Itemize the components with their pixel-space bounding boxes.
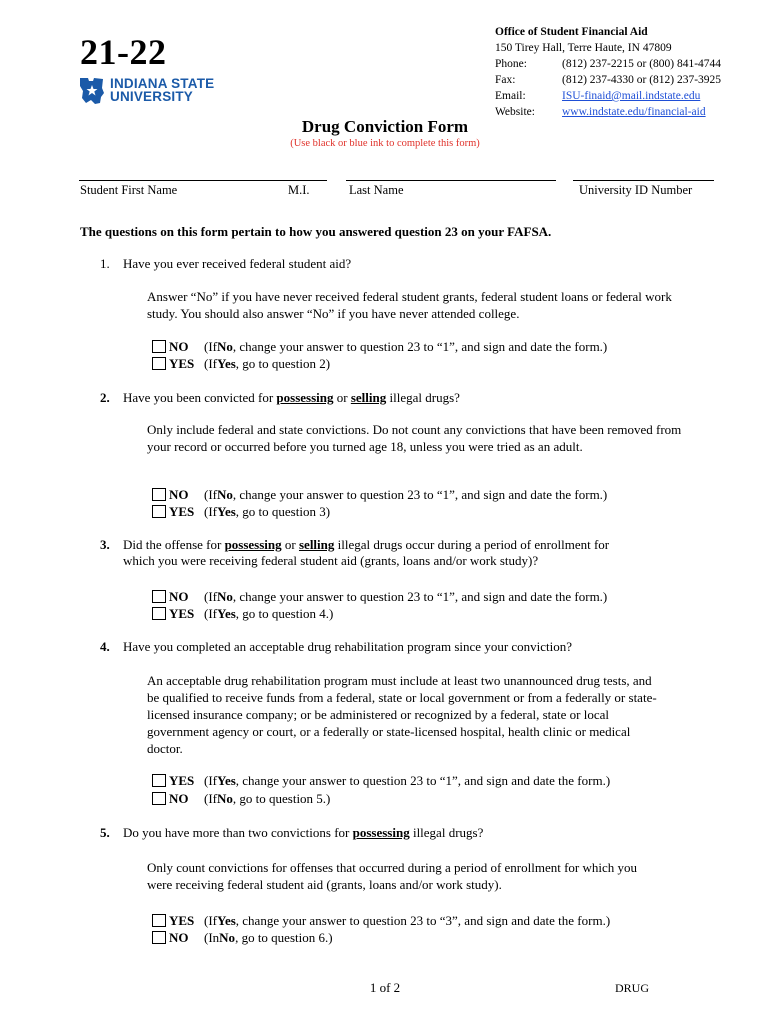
emphasis-selling: selling: [298, 537, 335, 552]
option-text: , change your answer to question 23 to “1”, and sign and date the form.): [235, 773, 611, 788]
question-number: 3.: [100, 537, 110, 552]
option-text: , go to question 4.): [235, 606, 334, 621]
option-text: , go to question 5.): [232, 791, 331, 806]
checkbox[interactable]: [152, 590, 166, 603]
option-word: YES: [169, 504, 195, 519]
emphasis-possessing: possessing: [224, 537, 282, 552]
option-word: YES: [169, 773, 195, 788]
question-text: [123, 825, 483, 841]
checkbox[interactable]: [152, 792, 166, 805]
text-part: or: [281, 537, 299, 552]
option-key: Yes: [217, 773, 236, 788]
form-year: 21-22: [80, 32, 167, 72]
emphasis-possessing: possessing: [276, 390, 334, 405]
option-text: , change your answer to question 23 to “1”, and sign and date the form.): [232, 589, 608, 604]
contact-value: (812) 237-2215 or (800) 841-4744: [562, 58, 722, 70]
question-2: [100, 390, 460, 406]
page-number: 1 of 2: [369, 980, 401, 995]
checkbox[interactable]: [152, 505, 166, 518]
option-word: YES: [169, 356, 195, 371]
checkbox[interactable]: [152, 914, 166, 927]
q1-option-no[interactable]: [152, 338, 607, 355]
question-5: [100, 825, 483, 841]
option-text: , go to question 6.): [235, 930, 333, 945]
question-5-instructions: Only count convictions for offenses that occurred during a period of enrollment for which you were receiving federal student aid (grants, loans and/or work study).: [147, 860, 638, 892]
contact-label: Email:: [495, 90, 526, 102]
ink-note: (Use black or blue ink to complete this form): [290, 138, 480, 149]
university-wordmark: [110, 77, 214, 103]
option-text: , change your answer to question 23 to “1”, and sign and date the form.): [232, 487, 608, 502]
text-part: illegal drugs occur during a period of enrollment for: [334, 537, 610, 552]
option-word: NO: [169, 487, 189, 502]
checkbox[interactable]: [152, 774, 166, 787]
option-word: YES: [169, 606, 195, 621]
email-link[interactable]: ISU-finaid@mail.indstate.edu: [562, 90, 701, 102]
wordmark-line-1: INDIANA STATE: [110, 76, 215, 91]
checkbox[interactable]: [152, 357, 166, 370]
last-name-line[interactable]: [346, 180, 556, 181]
question-text: Have you ever received federal student aid?: [123, 256, 352, 271]
text-part: or: [333, 390, 351, 405]
question-4: [100, 639, 572, 655]
contact-label: Website:: [495, 106, 535, 118]
option-prefix: (If: [204, 589, 217, 604]
form-intro: The questions on this form pertain to how you answered question 23 on your FAFSA.: [80, 224, 552, 239]
option-text: , go to question 2): [235, 356, 331, 371]
option-prefix: (If: [204, 504, 217, 519]
question-number: 1.: [100, 256, 110, 271]
option-word: NO: [169, 791, 189, 806]
option-text: , go to question 3): [235, 504, 331, 519]
option-prefix: (If: [204, 487, 217, 502]
option-key: No: [217, 339, 233, 354]
option-prefix: (If: [204, 913, 217, 928]
university-id-line[interactable]: [573, 180, 714, 181]
contact-email: [495, 88, 721, 104]
option-key: No: [217, 791, 233, 806]
option-prefix: (If: [204, 339, 217, 354]
emphasis-possessing: possessing: [352, 825, 410, 840]
contact-label: Fax:: [495, 74, 516, 86]
option-prefix: (If: [204, 773, 217, 788]
option-prefix: (If: [204, 356, 217, 371]
question-text: Have you completed an acceptable drug rehabilitation program since your conviction?: [123, 639, 573, 654]
checkbox[interactable]: [152, 607, 166, 620]
option-key: No: [219, 930, 236, 945]
first-name-label: Student First Name: [80, 183, 178, 197]
question-1: [100, 256, 351, 272]
text-part: which you were receiving federal student aid (grants, loans and/or work study)?: [123, 553, 539, 568]
text-part: Do you have more than two convictions for: [123, 825, 353, 840]
question-number: 2.: [100, 390, 110, 405]
emphasis-selling: selling: [350, 390, 387, 405]
option-prefix: (If: [204, 606, 217, 621]
website-link[interactable]: www.indstate.edu/financial-aid: [562, 106, 706, 118]
contact-block: [495, 24, 721, 120]
question-number: 5.: [100, 825, 110, 840]
option-text: , change your answer to question 23 to “1”, and sign and date the form.): [232, 339, 608, 354]
text-part: Have you been convicted for: [123, 390, 277, 405]
option-word: NO: [169, 339, 189, 354]
university-id-label: University ID Number: [579, 183, 693, 197]
checkbox[interactable]: [152, 340, 166, 353]
option-key: Yes: [217, 606, 236, 621]
option-key: Yes: [217, 504, 236, 519]
question-4-instructions: An acceptable drug rehabilitation program must include at least two unannounced drug tests, and be qualified to receive funds from a federal, state or local government or from a federally or state-licensed insurance company; or be administered or recognized by a federal, state or local government agency or court, or a federally or state-licensed hospital, health clinic or medical doctor.: [147, 673, 657, 756]
checkbox[interactable]: [152, 931, 166, 944]
q2-option-yes[interactable]: [152, 503, 330, 520]
contact-value: (812) 237-4330 or (812) 237-3925: [562, 74, 722, 86]
text-part: illegal drugs?: [386, 390, 460, 405]
q5-option-no[interactable]: [152, 929, 333, 946]
text-part: illegal drugs?: [409, 825, 484, 840]
question-3: [100, 537, 609, 569]
q4-option-yes[interactable]: [152, 772, 610, 789]
first-name-line[interactable]: [79, 180, 327, 181]
q2-option-no[interactable]: [152, 486, 607, 503]
option-key: Yes: [217, 356, 236, 371]
q4-option-no[interactable]: [152, 790, 330, 807]
option-key: No: [217, 589, 233, 604]
office-address: 150 Tirey Hall, Terre Haute, IN 47809: [495, 42, 672, 54]
wordmark-line-2: UNIVERSITY: [110, 89, 194, 104]
question-text: [123, 390, 460, 406]
indiana-state-logo-icon: [79, 76, 105, 106]
option-text: , change your answer to question 23 to “3”, and sign and date the form.): [235, 913, 611, 928]
text-part: Did the offense for: [123, 537, 225, 552]
q3-option-yes[interactable]: [152, 605, 333, 622]
mi-label: M.I.: [288, 183, 310, 197]
last-name-label: Last Name: [349, 183, 404, 197]
question-1-instructions: Answer “No” if you have never received federal student grants, federal student loans or federal work study. You should also answer “No” if you have never attended college.: [147, 289, 672, 321]
question-text: [123, 537, 609, 569]
option-prefix: (If: [204, 791, 217, 806]
office-name: Office of Student Financial Aid: [495, 26, 648, 38]
contact-label: Phone:: [495, 58, 527, 70]
question-number: 4.: [100, 639, 110, 654]
checkbox[interactable]: [152, 488, 166, 501]
option-word: NO: [169, 589, 189, 604]
option-word: NO: [169, 930, 189, 945]
option-key: Yes: [217, 913, 236, 928]
option-prefix: (In: [204, 930, 220, 945]
q1-option-yes[interactable]: [152, 355, 330, 372]
question-2-instructions: Only include federal and state convictions. Do not count any convictions that have been removed from your record or occurred before you turned age 18, unless you were tried as an adult.: [147, 422, 682, 454]
option-key: No: [217, 487, 233, 502]
form-title: Drug Conviction Form: [301, 117, 469, 136]
q3-option-no[interactable]: [152, 588, 607, 605]
contact-phone: [495, 56, 721, 72]
contact-fax: [495, 72, 721, 88]
option-word: YES: [169, 913, 195, 928]
form-code: DRUG: [615, 981, 650, 995]
q5-option-yes[interactable]: [152, 912, 610, 929]
